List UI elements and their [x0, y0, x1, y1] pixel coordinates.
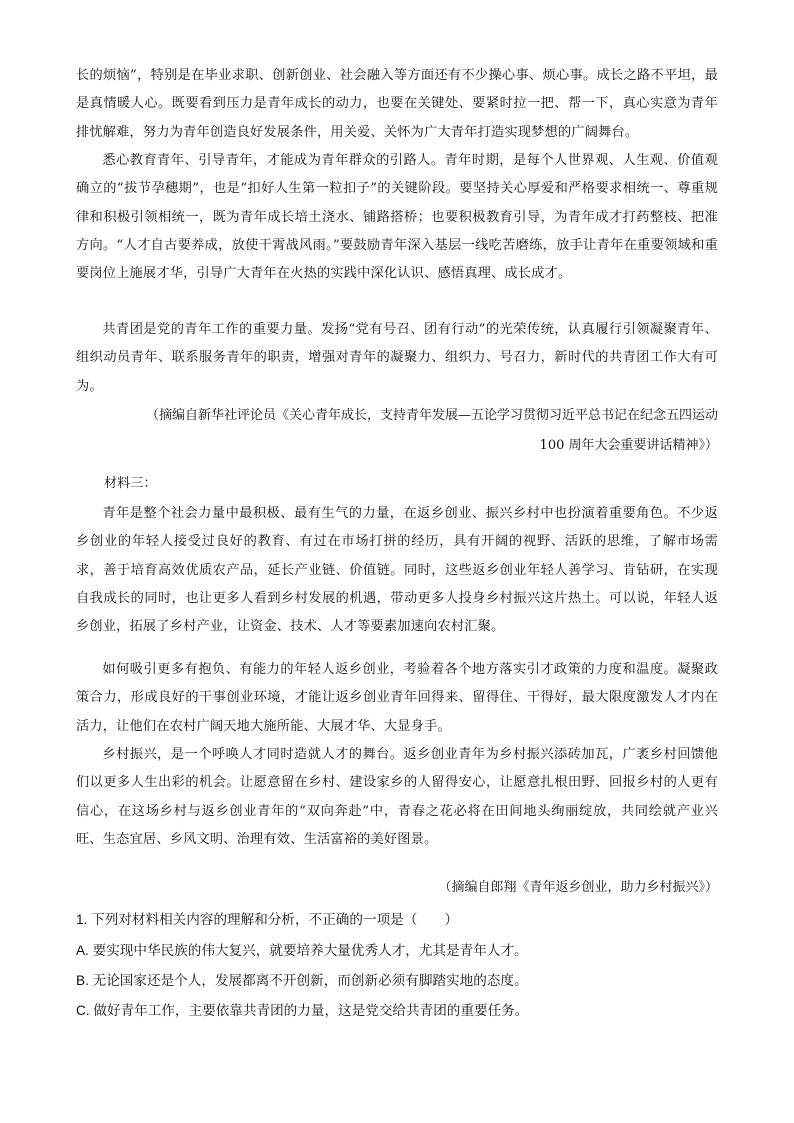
option-a: A. 要实现中华民族的伟大复兴，就要培养大量优秀人才，尤其是青年人才。 [76, 943, 528, 958]
source-citation-1-line1: （摘编自新华社评论员《关心青年成长，支持青年发展—五论学习贯彻习近平总书记在纪念五四运动 [145, 408, 718, 423]
question-stem: 1. 下列对材料相关内容的理解和分析，不正确的一项是（ ） [76, 912, 459, 927]
source-citation-1-line2: 100 周年大会重要讲话精神》） [539, 438, 718, 453]
option-c: C. 做好青年工作，主要依靠共青团的力量，这是党交给共青团的重要任务。 [76, 1003, 529, 1018]
paragraph-youth-league: 共青团是党的青年工作的重要力量。发扬“党有号召、团有行动”的光荣传统，认真履行引领凝聚青年、组织动员青年、联系服务青年的职责，增强对青年的凝聚力、组织力、号召力，新时代的共青团工作大有可为。 [76, 322, 718, 394]
paragraph-growth-worries: 长的烦恼”，特别是在毕业求职、创新创业、社会融入等方面还有不少操心事、烦心事。成长之路不平坦，最是真情暖人心。既要看到压力是青年成长的动力，也要在关键处、要紧时拉一把、帮一下，真心实意为青年排忧解难，努力为青年创造良好发展条件，用关爱、关怀为广大青年打造实现梦想的广阔舞台。 [76, 68, 718, 140]
material-three-label: 材料三： [104, 476, 157, 491]
paragraph-attract-talent: 如何吸引更多有抱负、有能力的年轻人返乡创业，考验着各个地方落实引才政策的力度和温度。凝聚政策合力，形成良好的干事创业环境，才能让返乡创业青年回得来、留得住、干得好，最大限度激发人才内在活力，让他们在农村广阔天地大施所能、大展才华、大显身手。 [76, 662, 718, 734]
option-b: B. 无论国家还是个人，发展都离不开创新，而创新必须有脚踏实地的态度。 [76, 973, 528, 988]
source-citation-2: （摘编自郎翔《青年返乡创业，助力乡村振兴》） [438, 880, 718, 895]
paragraph-guide-youth: 悉心教育青年、引导青年，才能成为青年群众的引路人。青年时期，是每个人世界观、人生观、价值观确立的“拔节孕穗期”，也是“扣好人生第一粒扣子”的关键阶段。要坚持关心厚爱和严格要求相统一、尊重规律和积极引领相统一，既为青年成长培土浇水、铺路搭桥；也要积极教育引导，为青年成才打药整枝、把准方向。“人才自古要养成，放使干霄战风雨。”要鼓励青年深入基层一线吃苦磨练，放手让青年在重要领域和重要岗位上施展才华，引导广大青年在火热的实践中深化认识、感悟真理、成长成才。 [76, 153, 718, 282]
paragraph-return-entrepreneurship: 青年是整个社会力量中最积极、最有生气的力量，在返乡创业、振兴乡村中也扮演着重要角色。不少返乡创业的年轻人接受过良好的教育、有过在市场打拼的经历，具有开阔的视野、活跃的思维，了解市场需求，善于培育高效优质农产品，延长产业链、价值链。同时，这些返乡创业年轻人善学习、肯钻研，在实现自我成长的同时，也让更多人看到乡村发展的机遇，带动更多人投身乡村振兴这片热土。可以说，年轻人返乡创业，拓展了乡村产业，让资金、技术、人才等要素加速向农村汇聚。 [76, 506, 718, 635]
paragraph-rural-revitalization: 乡村振兴，是一个呼唤人才同时造就人才的舞台。返乡创业青年为乡村振兴添砖加瓦，广袤乡村回馈他们以更多人生出彩的机会。让愿意留在乡村、建设家乡的人留得安心，让愿意扎根田野、回报乡村的人更有信心，在这场乡村与返乡创业青年的“双向奔赴”中，青春之花必将在田间地头绚丽绽放，共同绘就产业兴旺、生态宜居、乡风文明、治理有效、生活富裕的美好图景。 [76, 747, 718, 847]
